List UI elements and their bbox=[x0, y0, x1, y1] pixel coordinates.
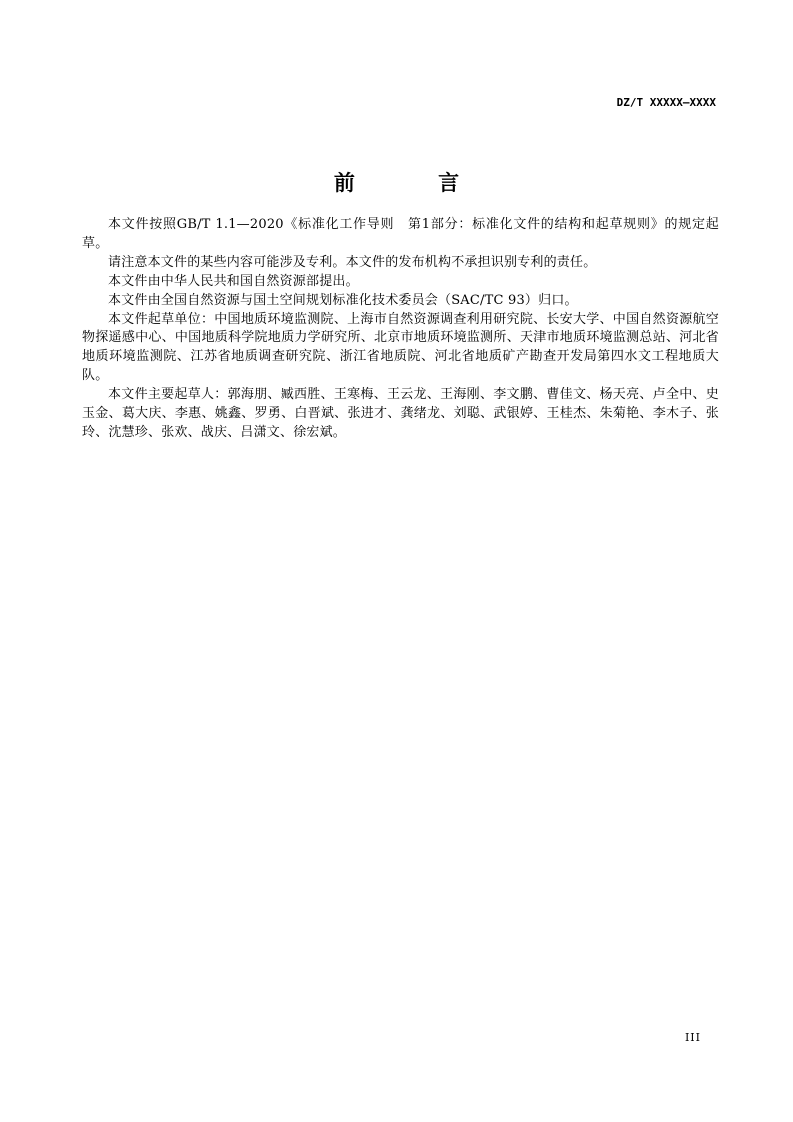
paragraph-drafting-rules: 本文件按照GB/T 1.1—2020《标准化工作导则 第1部分：标准化文件的结构和起草规则》的规定起草。 bbox=[82, 217, 719, 251]
paragraph-technical-committee: 本文件由全国自然资源与国土空间规划标准化技术委员会（SAC/TC 93）归口。 bbox=[108, 292, 578, 308]
paragraph-proposer: 本文件由中华人民共和国自然资源部提出。 bbox=[108, 273, 359, 289]
paragraph-drafting-units: 本文件起草单位：中国地质环境监测院、上海市自然资源调查利用研究院、长安大学、中国自然资源航空物探遥感中心、中国地质科学院地质力学研究所、北京市地质环境监测所、天津市地质环境监测总站、河北省地质环境监测院、江苏省地质调查研究院、浙江省地质院、河北省地质矿产勘查开发局第四水文工程地质大队。 bbox=[82, 311, 719, 384]
paragraph-main-drafters: 本文件主要起草人：郭海朋、臧西胜、王寒梅、王云龙、王海刚、李文鹏、曹佳文、杨天亮、卢全中、史玉金、葛大庆、李惠、姚鑫、罗勇、白晋斌、张进才、龚绪龙、刘聪、武银婷、王桂杰、朱菊艳、李木子、张玲、沈慧珍、张欢、战庆、吕潇文、徐宏斌。 bbox=[82, 387, 719, 440]
document-code: DZ/T XXXXX—XXXX bbox=[616, 96, 716, 109]
foreword-body bbox=[82, 216, 719, 443]
paragraph-patent-notice: 请注意本文件的某些内容可能涉及专利。本文件的发布机构不承担识别专利的责任。 bbox=[108, 254, 597, 270]
page-number: III bbox=[684, 1031, 701, 1044]
page-title: 前 言 bbox=[333, 171, 498, 195]
